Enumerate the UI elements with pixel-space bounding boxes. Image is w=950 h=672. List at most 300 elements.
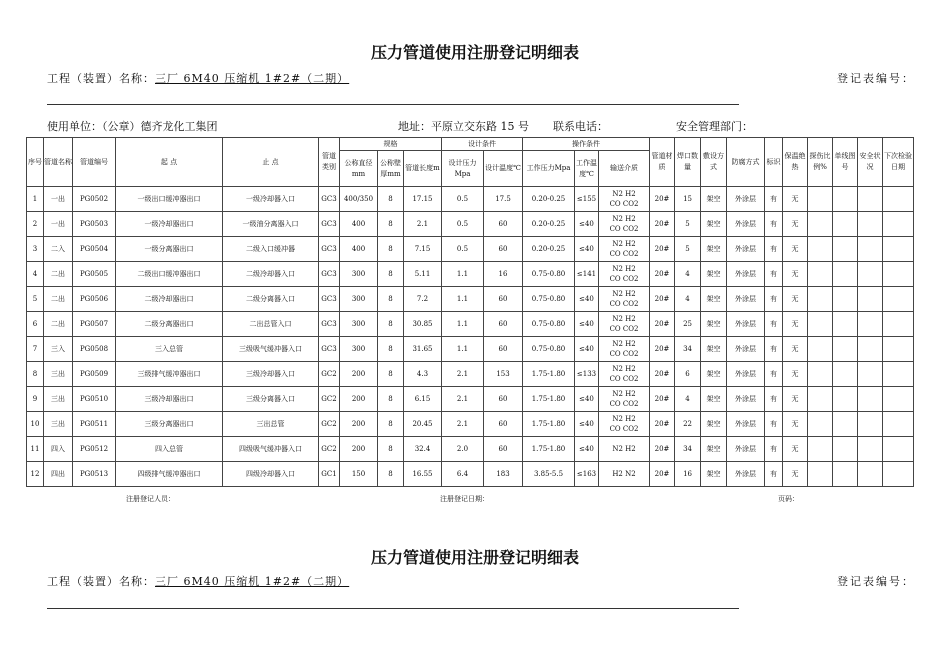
cell-operating-pressure: 0.75-0.80: [523, 312, 575, 337]
header-pipe-code: 管道编号: [73, 138, 116, 187]
cell-laying: 架空: [701, 337, 727, 362]
cell-wall-thickness: 8: [378, 337, 404, 362]
header-operate: 操作条件: [523, 138, 650, 151]
cell-design-temperature: 60: [484, 312, 523, 337]
cell-seq: 8: [27, 362, 44, 387]
table-row: [27, 212, 914, 237]
cell-anticorrosion: 外涂层: [727, 337, 765, 362]
cell-pipe-code: PG0513: [73, 462, 116, 487]
cell-wall-thickness: 8: [378, 362, 404, 387]
cell-material: 20#: [650, 387, 675, 412]
cell-laying: 架空: [701, 312, 727, 337]
cell-insulation: 无: [783, 337, 808, 362]
medium-line-2: CO CO2: [609, 200, 639, 208]
medium-line-2: CO CO2: [609, 225, 639, 233]
cell-material: 20#: [650, 337, 675, 362]
cell-welds: 5: [675, 237, 701, 262]
header-anticorrosion: 防腐方式: [727, 138, 765, 187]
header-nominal-diameter: 公称直径mm: [340, 151, 378, 187]
cell-next-inspection: [883, 337, 914, 362]
cell-next-inspection: [883, 412, 914, 437]
medium-line-2: CO CO2: [609, 375, 639, 383]
cell-design-pressure: 1.1: [442, 287, 484, 312]
cell-laying: 架空: [701, 262, 727, 287]
cell-sheet-no: [833, 337, 858, 362]
cell-ndt-ratio: [808, 337, 833, 362]
cell-pipe-code: PG0502: [73, 187, 116, 212]
cell-insulation: 无: [783, 362, 808, 387]
table-row: [27, 412, 914, 437]
cell-operating-temperature: ≤40: [575, 312, 599, 337]
cell-pipe-code: PG0506: [73, 287, 116, 312]
cell-start-point: 一级冷却器出口: [116, 212, 223, 237]
cell-insulation: 无: [783, 412, 808, 437]
medium-line-1: N2 H2: [612, 445, 636, 453]
cell-mark: 有: [765, 212, 783, 237]
medium-line-1: N2 H2: [612, 190, 636, 198]
header-operating-temperature: 工作温度℃: [575, 151, 599, 187]
cell-laying: 架空: [701, 287, 727, 312]
cell-ndt-ratio: [808, 387, 833, 412]
cell-end-point: 三级吸气缓冲器入口: [223, 337, 319, 362]
cell-end-point: 三出总管: [223, 412, 319, 437]
cell-length: 2.1: [404, 212, 442, 237]
medium-line-2: CO CO2: [609, 400, 639, 408]
cell-seq: 10: [27, 412, 44, 437]
cell-medium: [599, 262, 650, 287]
cell-category: GC3: [319, 287, 340, 312]
cell-end-point: 二出总管入口: [223, 312, 319, 337]
cell-material: 20#: [650, 312, 675, 337]
cell-category: GC3: [319, 237, 340, 262]
project-label: 工程（装置）名称：: [47, 72, 155, 85]
cell-design-temperature: 183: [484, 462, 523, 487]
cell-design-pressure: 1.1: [442, 312, 484, 337]
cell-wall-thickness: 8: [378, 262, 404, 287]
cell-welds: 34: [675, 437, 701, 462]
cell-mark: 有: [765, 187, 783, 212]
cell-category: GC3: [319, 312, 340, 337]
cell-medium: [599, 237, 650, 262]
cell-welds: 6: [675, 362, 701, 387]
cell-start-point: 三级冷却器出口: [116, 387, 223, 412]
cell-design-temperature: 153: [484, 362, 523, 387]
cell-start-point: 一级出口缓冲器出口: [116, 187, 223, 212]
cell-wall-thickness: 8: [378, 462, 404, 487]
cell-mark: 有: [765, 337, 783, 362]
cell-end-point: 四级冷却器入口: [223, 462, 319, 487]
cell-welds: 15: [675, 187, 701, 212]
cell-mark: 有: [765, 387, 783, 412]
cell-medium: [599, 187, 650, 212]
cell-length: 7.15: [404, 237, 442, 262]
header-welds: 焊口数量: [675, 138, 701, 187]
cell-ndt-ratio: [808, 412, 833, 437]
user-unit: 使用单位：（公章）德齐龙化工集团: [47, 120, 218, 133]
cell-safety-status: [858, 287, 883, 312]
cell-pipe-name: 一出: [44, 212, 73, 237]
header-material: 管道材质: [650, 138, 675, 187]
medium-line-2: CO CO2: [609, 325, 639, 333]
cell-category: GC2: [319, 412, 340, 437]
cell-nominal-diameter: 300: [340, 337, 378, 362]
cell-sheet-no: [833, 437, 858, 462]
cell-operating-temperature: ≤141: [575, 262, 599, 287]
cell-operating-pressure: 0.20-0.25: [523, 187, 575, 212]
header-next-inspection: 下次检验日期: [883, 138, 914, 187]
cell-anticorrosion: 外涂层: [727, 212, 765, 237]
cell-laying: 架空: [701, 212, 727, 237]
cell-anticorrosion: 外涂层: [727, 412, 765, 437]
cell-pipe-name: 三入: [44, 337, 73, 362]
cell-anticorrosion: 外涂层: [727, 312, 765, 337]
cell-laying: 架空: [701, 437, 727, 462]
medium-line-2: CO CO2: [609, 350, 639, 358]
header-insulation: 保温绝热: [783, 138, 808, 187]
cell-seq: 4: [27, 262, 44, 287]
cell-material: 20#: [650, 287, 675, 312]
medium-line-1: N2 H2: [612, 365, 636, 373]
phone-label: 联系电话：: [553, 120, 608, 133]
cell-medium: [599, 212, 650, 237]
cell-operating-pressure: 1.75-1.80: [523, 387, 575, 412]
table-row: [27, 387, 914, 412]
registrar-label: 注册登记人员：: [126, 495, 175, 503]
cell-next-inspection: [883, 362, 914, 387]
header-design: 设计条件: [442, 138, 523, 151]
cell-category: GC2: [319, 362, 340, 387]
cell-safety-status: [858, 262, 883, 287]
cell-pipe-code: PG0510: [73, 387, 116, 412]
cell-laying: 架空: [701, 387, 727, 412]
registration-table: [26, 137, 914, 487]
cell-next-inspection: [883, 262, 914, 287]
cell-length: 5.11: [404, 262, 442, 287]
header-start: 起 点: [116, 138, 223, 187]
cell-design-pressure: 0.5: [442, 187, 484, 212]
medium-line-1: N2 H2: [612, 215, 636, 223]
cell-anticorrosion: 外涂层: [727, 237, 765, 262]
cell-ndt-ratio: [808, 237, 833, 262]
cell-seq: 6: [27, 312, 44, 337]
cell-laying: 架空: [701, 412, 727, 437]
cell-ndt-ratio: [808, 187, 833, 212]
cell-material: 20#: [650, 462, 675, 487]
cell-design-pressure: 2.0: [442, 437, 484, 462]
cell-ndt-ratio: [808, 437, 833, 462]
cell-end-point: 一级冷却器入口: [223, 187, 319, 212]
cell-welds: 34: [675, 337, 701, 362]
medium-line-2: CO CO2: [609, 275, 639, 283]
cell-medium: [599, 462, 650, 487]
cell-nominal-diameter: 400/350: [340, 187, 378, 212]
cell-length: 6.15: [404, 387, 442, 412]
cell-pipe-name: 一出: [44, 187, 73, 212]
cell-operating-pressure: 0.20-0.25: [523, 237, 575, 262]
cell-medium: [599, 412, 650, 437]
cell-design-temperature: 60: [484, 387, 523, 412]
cell-pipe-name: 二出: [44, 287, 73, 312]
cell-operating-temperature: ≤40: [575, 287, 599, 312]
cell-design-temperature: 60: [484, 237, 523, 262]
cell-insulation: 无: [783, 262, 808, 287]
header-ndt-ratio: 探伤比例%: [808, 138, 833, 187]
cell-pipe-code: PG0507: [73, 312, 116, 337]
cell-safety-status: [858, 187, 883, 212]
address: 地址：平原立交东路 15 号: [398, 120, 529, 133]
cell-welds: 4: [675, 387, 701, 412]
cell-nominal-diameter: 200: [340, 412, 378, 437]
header-medium: 输送介质: [599, 151, 650, 187]
cell-design-pressure: 0.5: [442, 212, 484, 237]
cell-ndt-ratio: [808, 312, 833, 337]
cell-sheet-no: [833, 362, 858, 387]
cell-sheet-no: [833, 262, 858, 287]
cell-pipe-code: PG0508: [73, 337, 116, 362]
table-row: [27, 287, 914, 312]
cell-mark: 有: [765, 287, 783, 312]
cell-end-point: 一级油分离器入口: [223, 212, 319, 237]
cell-nominal-diameter: 200: [340, 437, 378, 462]
cell-laying: 架空: [701, 187, 727, 212]
cell-mark: 有: [765, 262, 783, 287]
cell-design-pressure: 0.5: [442, 237, 484, 262]
table-row: [27, 237, 914, 262]
medium-line-1: N2 H2: [612, 340, 636, 348]
cell-end-point: 二级冷却器入口: [223, 262, 319, 287]
cell-next-inspection: [883, 437, 914, 462]
cell-operating-pressure: 3.85-5.5: [523, 462, 575, 487]
cell-safety-status: [858, 212, 883, 237]
safety-dept-label: 安全管理部门：: [676, 120, 753, 133]
cell-pipe-name: 二出: [44, 312, 73, 337]
cell-ndt-ratio: [808, 462, 833, 487]
cell-anticorrosion: 外涂层: [727, 387, 765, 412]
medium-line-1: N2 H2: [612, 265, 636, 273]
cell-length: 30.85: [404, 312, 442, 337]
cell-start-point: 二级分离器出口: [116, 312, 223, 337]
table-row: [27, 262, 914, 287]
cell-ndt-ratio: [808, 362, 833, 387]
cell-operating-temperature: ≤40: [575, 212, 599, 237]
medium-line-1: N2 H2: [612, 390, 636, 398]
cell-length: 4.3: [404, 362, 442, 387]
cell-sheet-no: [833, 237, 858, 262]
cell-next-inspection: [883, 237, 914, 262]
cell-insulation: 无: [783, 212, 808, 237]
cell-end-point: 三级分离器入口: [223, 387, 319, 412]
cell-seq: 11: [27, 437, 44, 462]
cell-insulation: 无: [783, 187, 808, 212]
cell-sheet-no: [833, 187, 858, 212]
cell-wall-thickness: 8: [378, 312, 404, 337]
cell-category: GC1: [319, 462, 340, 487]
cell-medium: [599, 312, 650, 337]
cell-end-point: 二级入口缓冲器: [223, 237, 319, 262]
cell-operating-temperature: ≤163: [575, 462, 599, 487]
medium-line-1: H2 N2: [612, 470, 636, 478]
cell-sheet-no: [833, 287, 858, 312]
cell-next-inspection: [883, 387, 914, 412]
cell-ndt-ratio: [808, 287, 833, 312]
cell-seq: 1: [27, 187, 44, 212]
cell-safety-status: [858, 362, 883, 387]
cell-anticorrosion: 外涂层: [727, 262, 765, 287]
cell-design-pressure: 2.1: [442, 387, 484, 412]
cell-start-point: 三级分离器出口: [116, 412, 223, 437]
cell-welds: 16: [675, 462, 701, 487]
cell-design-temperature: 60: [484, 287, 523, 312]
cell-pipe-name: 三出: [44, 412, 73, 437]
header-category: 管道类别: [319, 138, 340, 187]
medium-line-1: N2 H2: [612, 240, 636, 248]
cell-wall-thickness: 8: [378, 212, 404, 237]
divider: [47, 104, 739, 105]
cell-anticorrosion: 外涂层: [727, 362, 765, 387]
cell-operating-pressure: 0.20-0.25: [523, 212, 575, 237]
cell-welds: 22: [675, 412, 701, 437]
cell-category: GC3: [319, 262, 340, 287]
cell-design-temperature: 16: [484, 262, 523, 287]
cell-material: 20#: [650, 187, 675, 212]
header-spec: 规格: [340, 138, 442, 151]
cell-safety-status: [858, 312, 883, 337]
table-row: [27, 187, 914, 212]
cell-anticorrosion: 外涂层: [727, 462, 765, 487]
cell-sheet-no: [833, 387, 858, 412]
cell-nominal-diameter: 200: [340, 387, 378, 412]
cell-wall-thickness: 8: [378, 237, 404, 262]
cell-medium: [599, 287, 650, 312]
cell-operating-temperature: ≤40: [575, 387, 599, 412]
cell-end-point: 三级冷却器入口: [223, 362, 319, 387]
cell-pipe-name: 四入: [44, 437, 73, 462]
cell-start-point: 三入总管: [116, 337, 223, 362]
medium-line-2: CO CO2: [609, 425, 639, 433]
cell-start-point: 三级排气缓冲器出口: [116, 362, 223, 387]
table-body: [27, 187, 914, 487]
project-value-2: 三厂 6M40 压缩机 1#2#（二期）: [155, 575, 350, 588]
cell-mark: 有: [765, 312, 783, 337]
cell-operating-pressure: 1.75-1.80: [523, 437, 575, 462]
cell-length: 31.65: [404, 337, 442, 362]
project-value: 三厂 6M40 压缩机 1#2#（二期）: [155, 72, 350, 85]
divider-2: [47, 608, 739, 609]
header-mark: 标识: [765, 138, 783, 187]
cell-medium: [599, 387, 650, 412]
table-row: [27, 337, 914, 362]
cell-seq: 2: [27, 212, 44, 237]
cell-seq: 3: [27, 237, 44, 262]
cell-design-pressure: 1.1: [442, 262, 484, 287]
cell-nominal-diameter: 300: [340, 312, 378, 337]
cell-operating-temperature: ≤40: [575, 337, 599, 362]
cell-anticorrosion: 外涂层: [727, 287, 765, 312]
cell-safety-status: [858, 387, 883, 412]
cell-start-point: 二级冷却器出口: [116, 287, 223, 312]
cell-medium: [599, 337, 650, 362]
cell-pipe-name: 三出: [44, 387, 73, 412]
cell-material: 20#: [650, 362, 675, 387]
cell-next-inspection: [883, 287, 914, 312]
cell-material: 20#: [650, 437, 675, 462]
header-wall-thickness: 公称壁厚mm: [378, 151, 404, 187]
cell-mark: 有: [765, 437, 783, 462]
cell-nominal-diameter: 300: [340, 287, 378, 312]
cell-operating-temperature: ≤133: [575, 362, 599, 387]
cell-medium: [599, 362, 650, 387]
cell-next-inspection: [883, 187, 914, 212]
cell-design-pressure: 1.1: [442, 337, 484, 362]
cell-pipe-name: 二入: [44, 237, 73, 262]
page-title: 压力管道使用注册登记明细表: [370, 43, 579, 62]
cell-operating-pressure: 0.75-0.80: [523, 287, 575, 312]
cell-mark: 有: [765, 362, 783, 387]
medium-line-1: N2 H2: [612, 290, 636, 298]
header-safety-status: 安全状况: [858, 138, 883, 187]
cell-insulation: 无: [783, 387, 808, 412]
cell-nominal-diameter: 400: [340, 237, 378, 262]
cell-length: 7.2: [404, 287, 442, 312]
cell-safety-status: [858, 437, 883, 462]
table-row: [27, 312, 914, 337]
cell-pipe-code: PG0512: [73, 437, 116, 462]
page-number-label: 页码：: [778, 495, 799, 503]
cell-pipe-code: PG0504: [73, 237, 116, 262]
cell-nominal-diameter: 150: [340, 462, 378, 487]
cell-operating-temperature: ≤40: [575, 412, 599, 437]
cell-insulation: 无: [783, 437, 808, 462]
header-laying: 敷设方式: [701, 138, 727, 187]
cell-design-pressure: 6.4: [442, 462, 484, 487]
table-row: [27, 462, 914, 487]
cell-seq: 9: [27, 387, 44, 412]
cell-pipe-code: PG0505: [73, 262, 116, 287]
cell-wall-thickness: 8: [378, 287, 404, 312]
cell-length: 16.55: [404, 462, 442, 487]
cell-start-point: 四入总管: [116, 437, 223, 462]
cell-welds: 25: [675, 312, 701, 337]
cell-seq: 5: [27, 287, 44, 312]
cell-laying: 架空: [701, 237, 727, 262]
cell-start-point: 四级排气缓冲器出口: [116, 462, 223, 487]
cell-design-temperature: 60: [484, 212, 523, 237]
cell-length: 17.15: [404, 187, 442, 212]
cell-design-pressure: 2.1: [442, 412, 484, 437]
project-label-2: 工程（装置）名称：: [47, 575, 155, 588]
cell-operating-pressure: 1.75-1.80: [523, 362, 575, 387]
cell-safety-status: [858, 412, 883, 437]
registration-number-label: 登记表编号：: [837, 72, 915, 85]
cell-sheet-no: [833, 412, 858, 437]
cell-wall-thickness: 8: [378, 187, 404, 212]
registration-date-label: 注册登记日期：: [440, 495, 489, 503]
cell-start-point: 一级分离器出口: [116, 237, 223, 262]
cell-length: 32.4: [404, 437, 442, 462]
cell-design-temperature: 60: [484, 412, 523, 437]
cell-next-inspection: [883, 462, 914, 487]
cell-laying: 架空: [701, 362, 727, 387]
cell-operating-temperature: ≤40: [575, 237, 599, 262]
page-title-2: 压力管道使用注册登记明细表: [370, 548, 579, 567]
cell-end-point: 四级吸气缓冲器入口: [223, 437, 319, 462]
cell-welds: 5: [675, 212, 701, 237]
cell-sheet-no: [833, 212, 858, 237]
cell-category: GC2: [319, 387, 340, 412]
cell-pipe-code: PG0503: [73, 212, 116, 237]
table-row: [27, 362, 914, 387]
cell-start-point: 二级出口缓冲器出口: [116, 262, 223, 287]
